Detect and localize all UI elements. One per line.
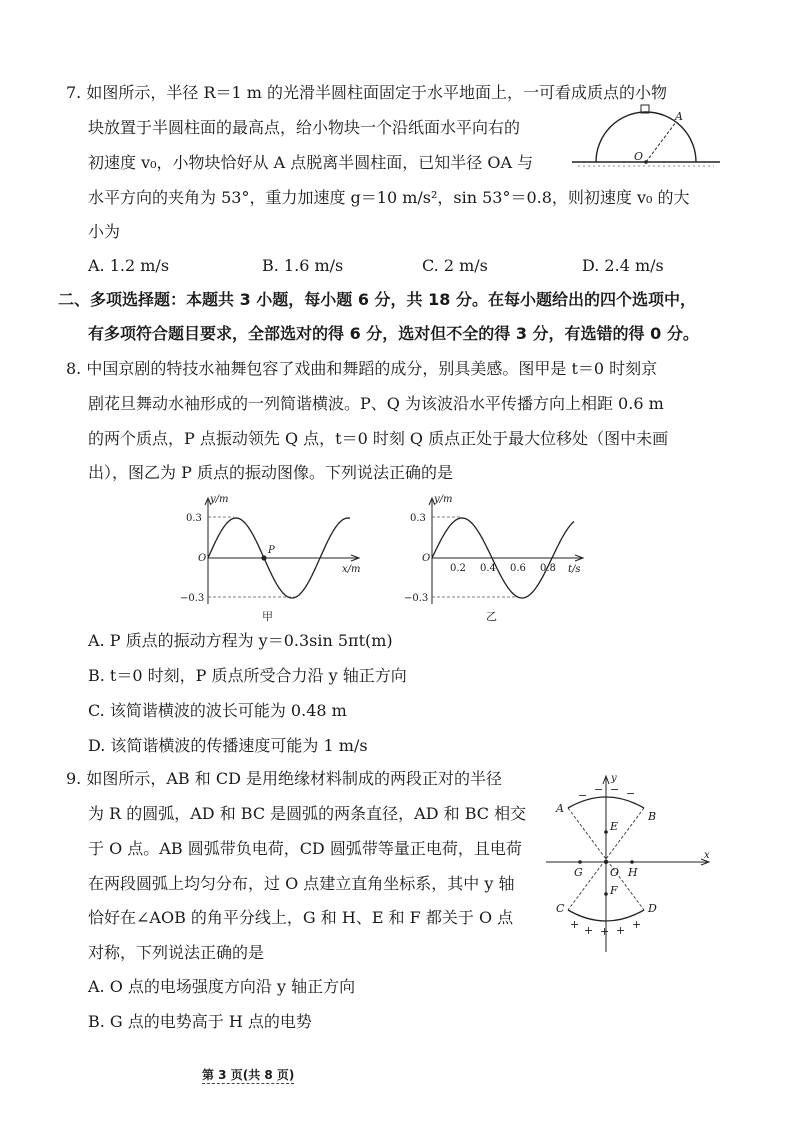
q9-line-6: 对称，下列说法正确的是 (88, 943, 265, 962)
q8-line-2: 剧花旦舞动水袖形成的一列简谐横波。P、Q 为该波沿水平传播方向上相距 0.6 m (88, 394, 664, 413)
yi-y-top-tick: 0.3 (410, 513, 426, 524)
q7-option-b: B. 1.6 m/s (262, 256, 344, 275)
jia-origin: O (198, 553, 207, 564)
yi-tick-0-2: 0.2 (450, 563, 466, 574)
q9-line-1: 9. 如图所示，AB 和 CD 是用绝缘材料制成的两段正对的半径 (66, 769, 502, 788)
q9-axis-x: x (704, 850, 710, 861)
q9-line-3: 于 O 点。AB 圆弧带负电荷，CD 圆弧带等量正电荷，且电荷 (88, 839, 522, 858)
plus-sign: + (600, 925, 610, 938)
minus-sign: − (626, 787, 636, 800)
q8-line-1: 8. 中国京剧的特技水袖舞包容了戏曲和舞蹈的成分，别具美感。图甲是 t＝0 时刻京 (66, 359, 658, 378)
q9-label-f: F (610, 884, 618, 897)
q9-label-c: C (556, 902, 565, 915)
q7-line-4: 水平方向的夹角为 53°，重力加速度 g＝10 m/s²，sin 53°＝0.8，则初速度 v₀ 的大 (88, 188, 690, 207)
q8-option-a: A. P 质点的振动方程为 y＝0.3sin 5πt(m) (88, 631, 393, 650)
q9-line-2: 为 R 的圆弧，AD 和 BC 是圆弧的两条直径，AD 和 BC 相交 (88, 804, 527, 823)
minus-sign: − (610, 783, 620, 796)
q7-semicircle-figure (572, 108, 722, 170)
q8-wave-graph-jia (178, 494, 378, 624)
q8-line-4: 出），图乙为 P 质点的振动图像。下列说法正确的是 (88, 463, 453, 482)
section2-heading-line-1: 二、多项选择题：本题共 3 小题，每小题 6 分，共 18 分。在每小题给出的四个选项中， (58, 290, 696, 309)
plus-sign: + (632, 918, 642, 931)
q7-option-d: D. 2.4 m/s (582, 256, 664, 275)
minus-sign: − (594, 783, 604, 796)
yi-origin: O (422, 553, 431, 564)
q9-option-b: B. G 点的电势高于 H 点的电势 (88, 1012, 312, 1031)
q7-label-o: O (634, 150, 644, 163)
minus-sign: − (578, 789, 588, 802)
jia-y-top-tick: 0.3 (186, 513, 202, 524)
yi-tick-0-4: 0.4 (480, 563, 496, 574)
yi-x-label: t/s (568, 564, 581, 575)
q7-option-c: C. 2 m/s (422, 256, 488, 275)
q9-label-d: D (648, 902, 657, 915)
jia-y-bottom-tick: −0.3 (180, 593, 205, 604)
q7-line-5: 小为 (88, 222, 121, 241)
page-footer: 第 3 页(共 8 页) (202, 1068, 295, 1082)
jia-x-label: x/m (342, 564, 361, 575)
yi-y-label: y/m (434, 494, 453, 505)
q9-label-g: G (574, 866, 583, 879)
q9-arcs-figure (544, 772, 714, 957)
q8-line-3: 的两个质点，P 点振动领先 Q 点，t＝0 时刻 Q 质点正处于最大位移处（图中未画 (88, 429, 669, 448)
q9-line-5: 恰好在∠AOB 的角平分线上，G 和 H、E 和 F 都关于 O 点 (88, 908, 514, 927)
q8-option-c: C. 该简谐横波的波长可能为 0.48 m (88, 701, 347, 720)
q9-label-h: H (628, 866, 638, 879)
q9-label-a: A (556, 802, 564, 815)
q8-vibration-graph-yi (402, 494, 602, 624)
q8-option-d: D. 该简谐横波的传播速度可能为 1 m/s (88, 736, 368, 755)
q7-line-3: 初速度 v₀，小物块恰好从 A 点脱离半圆柱面，已知半径 OA 与 (88, 153, 534, 172)
q7-line-2: 块放置于半圆柱面的最高点，给小物块一个沿纸面水平向右的 (88, 118, 521, 137)
yi-caption: 乙 (486, 610, 497, 623)
yi-tick-0-8: 0.8 (540, 563, 556, 574)
yi-y-bottom-tick: −0.3 (404, 593, 429, 604)
jia-point-p: P (268, 545, 275, 556)
jia-caption: 甲 (262, 610, 273, 623)
q9-label-e: E (610, 820, 619, 833)
plus-sign: + (584, 924, 594, 937)
yi-tick-0-6: 0.6 (510, 563, 526, 574)
jia-y-label: y/m (210, 494, 229, 505)
q9-option-a: A. O 点的电场强度方向沿 y 轴正方向 (88, 977, 356, 996)
q9-line-4: 在两段圆弧上均匀分布，过 O 点建立直角坐标系，其中 y 轴 (88, 874, 515, 893)
q7-label-a: A (675, 110, 683, 123)
q9-label-o: O (610, 866, 620, 879)
q7-option-a: A. 1.2 m/s (88, 256, 170, 275)
q8-option-b: B. t＝0 时刻，P 质点所受合力沿 y 轴正方向 (88, 666, 407, 685)
plus-sign: + (570, 918, 580, 931)
q7-line-1: 7. 如图所示，半径 R＝1 m 的光滑半圆柱面固定于水平地面上，一可看成质点的小物 (66, 83, 668, 102)
plus-sign: + (616, 924, 626, 937)
section2-heading-line-2: 有多项符合题目要求，全部选对的得 6 分，选对但不全的得 3 分，有选错的得 0 分。 (88, 324, 699, 343)
q9-axis-y: y (611, 773, 617, 784)
q9-label-b: B (648, 810, 657, 823)
